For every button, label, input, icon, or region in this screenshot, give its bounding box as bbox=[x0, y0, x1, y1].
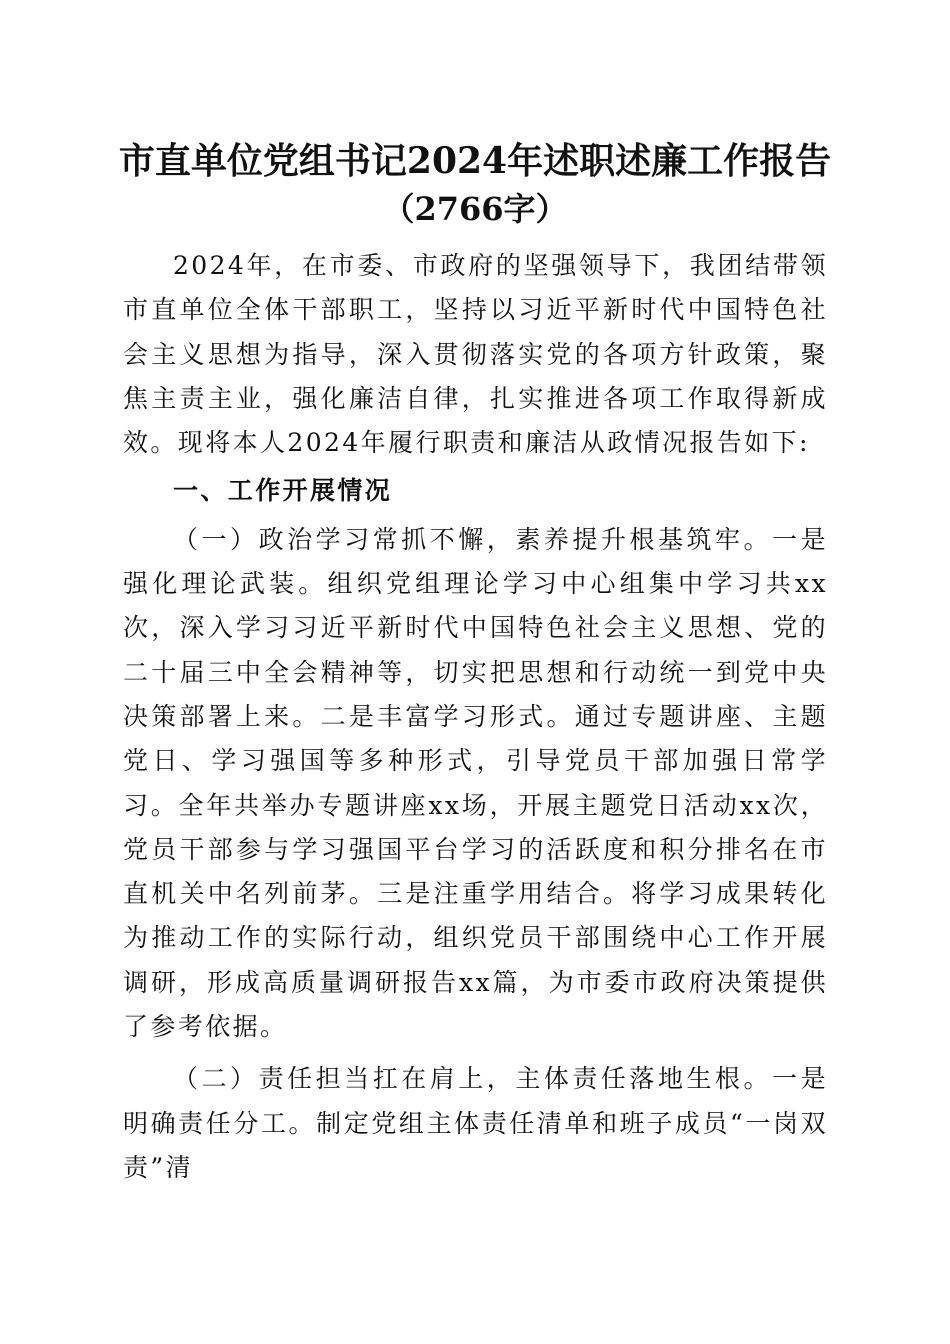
document-subtitle: （2766字） bbox=[382, 190, 568, 228]
section-heading: 一、工作开展情况 bbox=[173, 476, 393, 506]
section-paragraph-1: （一）政治学习常抓不懈，素养提升根基筑牢。一是强化理论武装。组织党组理论学习中心组集中学习共xx次，深入学习习近平新时代中国特色社会主义思想、党的二十届三中全会精神等，切实把思想和行动统一到党中央决策部署上来。二是丰富学习形式。通过专题讲座、主题党日、学习强国等多种形式，引导党员干部加强日常学习。全年共举办专题讲座xx场，开展主题党日活动xx次，党员干部参与学习强国平台学习的活跃度和积分排名在市直机关中名列前茅。三是注重学用结合。将学习成果转化为推动工作的实际行动，组织党员干部围绕中心工作开展调研，形成高质量调研报告xx篇，为市委市政府决策提供了参考依据。 bbox=[123, 524, 828, 1042]
document-body bbox=[123, 244, 828, 1190]
intro-paragraph: 2024年，在市委、市政府的坚强领导下，我团结带领市直单位全体干部职工，坚持以习近平新时代中国特色社会主义思想为指导，深入贯彻落实党的各项方针政策，聚焦主责主业，强化廉洁自律，扎实推进各项工作取得新成效。现将本人2024年履行职责和廉洁从政情况报告如下: bbox=[123, 251, 828, 458]
section-paragraph-2: （二）责任担当扛在肩上，主体责任落地生根。一是明确责任分工。制定党组主体责任清单和班子成员“一岗双责”清 bbox=[123, 1064, 828, 1182]
document-title: 市直单位党组书记2024年述职述廉工作报告 bbox=[118, 140, 832, 182]
